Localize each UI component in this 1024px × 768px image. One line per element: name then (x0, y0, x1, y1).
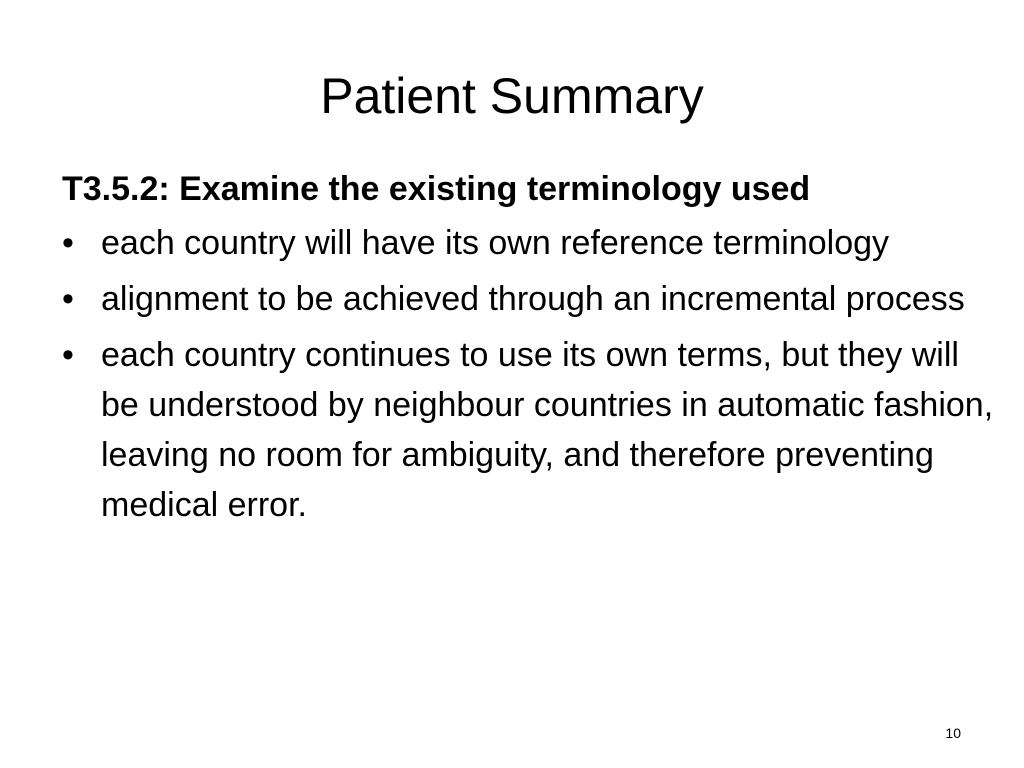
bullet-item-1 (62, 218, 997, 268)
section-heading: T3.5.2: Examine the existing terminology used (62, 170, 811, 208)
bullet-item-3 (62, 330, 997, 530)
bullet-text: each country will have its own reference terminology (101, 224, 890, 262)
bullet-icon: • (62, 280, 74, 318)
slide-title: Patient Summary (320, 68, 704, 124)
bullet-text: alignment to be achieved through an incremental process (101, 280, 965, 318)
slide-number: 10 (945, 725, 961, 741)
bullet-list (62, 218, 997, 530)
bullet-icon: • (62, 336, 74, 374)
bullet-item-2 (62, 274, 997, 324)
bullet-text: each country continues to use its own terms, but they will be understood by neighbour countries in automatic fashion, leaving no room for ambiguity, and therefore preventing medical error. (101, 336, 994, 524)
bullet-icon: • (62, 224, 74, 262)
slide-body (62, 164, 997, 536)
